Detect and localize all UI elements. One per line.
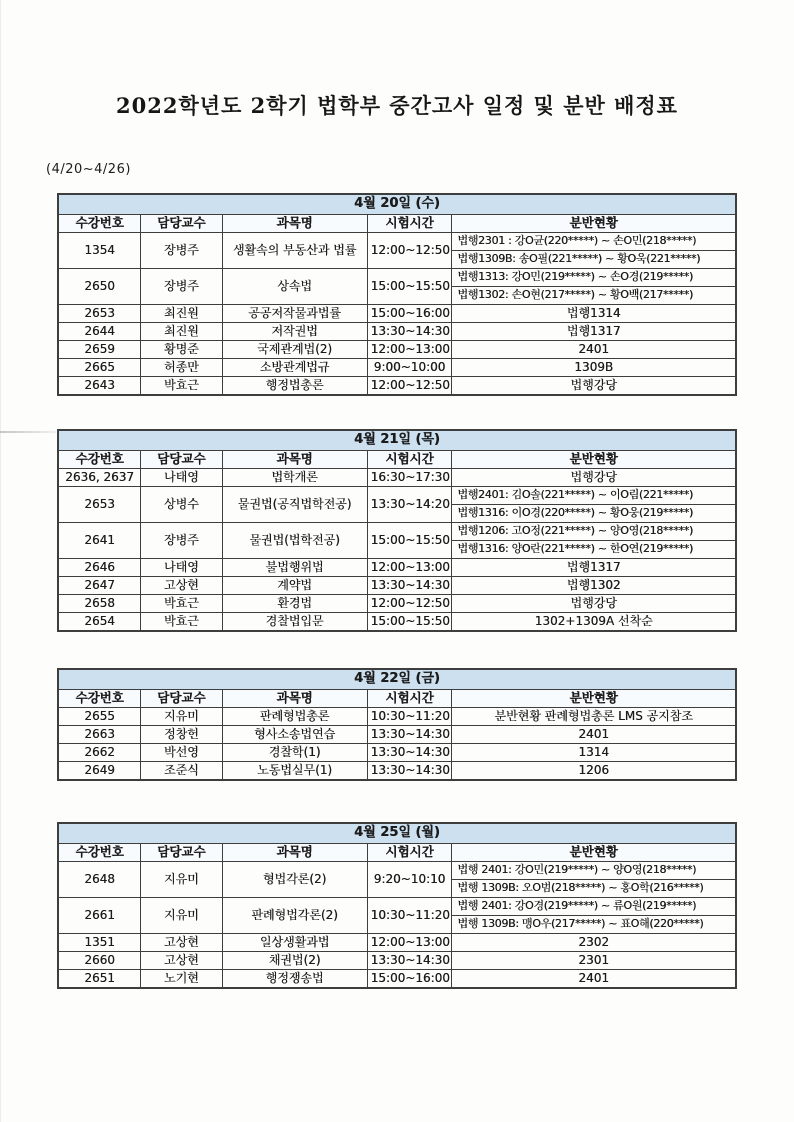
table-date-row	[58, 430, 736, 451]
course-row	[58, 708, 736, 726]
cell-time: 13:30~14:30	[367, 577, 452, 595]
table-date-title: 4월 20일 (수)	[58, 194, 736, 215]
cell-subject: 노동법실무(1)	[222, 762, 367, 781]
cell-professor: 최진원	[141, 305, 222, 323]
cell-code: 2659	[58, 341, 141, 359]
cell-assignment: 1309B	[452, 359, 736, 377]
cell-subject: 채권법(2)	[222, 952, 367, 970]
cell-time: 12:00~13:00	[367, 559, 452, 577]
column-header-assignment: 분반현황	[452, 690, 736, 708]
column-header-code: 수강번호	[58, 451, 141, 469]
cell-subject: 소방관계법규	[222, 359, 367, 377]
course-row	[58, 952, 736, 970]
cell-time: 15:00~15:50	[367, 613, 452, 632]
cell-code: 2654	[58, 613, 141, 632]
cell-code: 1351	[58, 934, 141, 952]
cell-time: 13:30~14:20	[367, 487, 452, 523]
cell-professor: 장병주	[141, 233, 222, 269]
cell-code: 2653	[58, 487, 141, 523]
course-row	[58, 595, 736, 613]
cell-professor: 조준식	[141, 762, 222, 781]
column-header-assignment: 분반현황	[452, 844, 736, 862]
cell-time: 9:20~10:10	[367, 862, 452, 898]
cell-professor: 고상현	[141, 952, 222, 970]
cell-assignment: 법행1317	[452, 559, 736, 577]
cell-code: 2662	[58, 744, 141, 762]
cell-professor: 상병수	[141, 487, 222, 523]
cell-subject: 물권법(공직법학전공)	[222, 487, 367, 523]
cell-assignment: 법행 2401: 강O경(219*****) ~ 류O원(219*****)	[452, 898, 736, 916]
column-header-professor: 담당교수	[141, 451, 222, 469]
table-header-row	[58, 451, 736, 469]
cell-subject: 형법각론(2)	[222, 862, 367, 898]
course-row	[58, 577, 736, 595]
column-header-subject: 과목명	[222, 844, 367, 862]
cell-time: 15:00~16:00	[367, 970, 452, 989]
table-date-row	[58, 669, 736, 690]
table-header-row	[58, 215, 736, 233]
cell-code: 2647	[58, 577, 141, 595]
cell-assignment: 법행강당	[452, 377, 736, 396]
course-row	[58, 233, 736, 251]
course-row	[58, 898, 736, 916]
cell-subject: 불법행위법	[222, 559, 367, 577]
cell-time: 12:00~12:50	[367, 595, 452, 613]
cell-professor: 나태영	[141, 559, 222, 577]
cell-assignment: 법행1302	[452, 577, 736, 595]
cell-professor: 나태영	[141, 469, 222, 487]
cell-time: 10:30~11:20	[367, 708, 452, 726]
schedule-table-apr21	[57, 429, 737, 632]
cell-assignment: 법행2301 : 강O균(220*****) ~ 손O민(218*****)	[452, 233, 736, 251]
column-header-time: 시험시간	[367, 215, 452, 233]
table-date-row	[58, 194, 736, 215]
course-row	[58, 862, 736, 880]
column-header-professor: 담당교수	[141, 844, 222, 862]
course-row	[58, 377, 736, 396]
cell-professor: 장병주	[141, 269, 222, 305]
cell-assignment: 법행1316: 이O경(220*****) ~ 황O웅(219*****)	[452, 505, 736, 523]
column-header-assignment: 분반현황	[452, 451, 736, 469]
course-row	[58, 726, 736, 744]
cell-subject: 생활속의 부동산과 법률	[222, 233, 367, 269]
cell-code: 2648	[58, 862, 141, 898]
cell-assignment: 법행1313: 강O민(219*****) ~ 손O경(219*****)	[452, 269, 736, 287]
cell-subject: 행정쟁송법	[222, 970, 367, 989]
cell-code: 2663	[58, 726, 141, 744]
cell-professor: 정창헌	[141, 726, 222, 744]
cell-code: 2658	[58, 595, 141, 613]
course-row	[58, 934, 736, 952]
cell-subject: 계약법	[222, 577, 367, 595]
cell-professor: 박선영	[141, 744, 222, 762]
course-row	[58, 269, 736, 287]
cell-code: 2650	[58, 269, 141, 305]
cell-professor: 노기현	[141, 970, 222, 989]
cell-professor: 박효근	[141, 613, 222, 632]
cell-assignment: 1314	[452, 744, 736, 762]
table-date-title: 4월 21일 (목)	[58, 430, 736, 451]
cell-code: 2653	[58, 305, 141, 323]
cell-time: 12:00~13:00	[367, 341, 452, 359]
column-header-code: 수강번호	[58, 844, 141, 862]
cell-assignment: 법행1309B: 송O필(221*****) ~ 황O욱(221*****)	[452, 251, 736, 269]
cell-time: 13:30~14:30	[367, 744, 452, 762]
table-date-title: 4월 25일 (월)	[58, 823, 736, 844]
table-header-row	[58, 844, 736, 862]
column-header-code: 수강번호	[58, 215, 141, 233]
cell-subject: 국제관계법(2)	[222, 341, 367, 359]
cell-code: 2636, 2637	[58, 469, 141, 487]
cell-time: 13:30~14:30	[367, 952, 452, 970]
cell-assignment: 법행 2401: 강O민(219*****) ~ 양O영(218*****)	[452, 862, 736, 880]
cell-professor: 박효근	[141, 595, 222, 613]
column-header-professor: 담당교수	[141, 215, 222, 233]
cell-subject: 일상생활과법	[222, 934, 367, 952]
date-range: (4/20~4/26)	[46, 162, 131, 177]
cell-assignment: 법행1314	[452, 305, 736, 323]
cell-assignment: 1302+1309A 선착순	[452, 613, 736, 632]
cell-professor: 지유미	[141, 862, 222, 898]
cell-subject: 법학개론	[222, 469, 367, 487]
cell-assignment: 법행강당	[452, 469, 736, 487]
cell-time: 12:00~12:50	[367, 377, 452, 396]
cell-code: 2665	[58, 359, 141, 377]
cell-code: 2655	[58, 708, 141, 726]
cell-subject: 상속법	[222, 269, 367, 305]
page-title: 2022학년도 2학기 법학부 중간고사 일정 및 분반 배정표	[116, 93, 678, 118]
course-row	[58, 559, 736, 577]
cell-code: 1354	[58, 233, 141, 269]
cell-assignment: 법행1316: 양O란(221*****) ~ 한O연(219*****)	[452, 541, 736, 559]
cell-assignment: 법행1302: 손O현(217*****) ~ 황O백(217*****)	[452, 287, 736, 305]
cell-professor: 최진원	[141, 323, 222, 341]
course-row	[58, 305, 736, 323]
cell-assignment: 2401	[452, 726, 736, 744]
cell-subject: 행정법총론	[222, 377, 367, 396]
cell-professor: 박효근	[141, 377, 222, 396]
cell-time: 13:30~14:30	[367, 323, 452, 341]
cell-subject: 판례형법각론(2)	[222, 898, 367, 934]
cell-professor: 지유미	[141, 708, 222, 726]
column-header-subject: 과목명	[222, 215, 367, 233]
cell-subject: 판례형법총론	[222, 708, 367, 726]
cell-time: 15:00~15:50	[367, 523, 452, 559]
column-header-professor: 담당교수	[141, 690, 222, 708]
column-header-time: 시험시간	[367, 451, 452, 469]
cell-assignment: 법행강당	[452, 595, 736, 613]
column-header-time: 시험시간	[367, 844, 452, 862]
cell-assignment: 2301	[452, 952, 736, 970]
cell-subject: 물권법(법학전공)	[222, 523, 367, 559]
cell-time: 13:30~14:30	[367, 726, 452, 744]
cell-assignment: 법행 1309B: 오O범(218*****) ~ 홍O학(216*****)	[452, 880, 736, 898]
course-row	[58, 323, 736, 341]
cell-professor: 허종만	[141, 359, 222, 377]
course-row	[58, 341, 736, 359]
cell-assignment: 법행2401: 김O솔(221*****) ~ 이O림(221*****)	[452, 487, 736, 505]
column-header-code: 수강번호	[58, 690, 141, 708]
column-header-assignment: 분반현황	[452, 215, 736, 233]
cell-time: 10:30~11:20	[367, 898, 452, 934]
cell-assignment: 분반현황 판례형법총론 LMS 공지참조	[452, 708, 736, 726]
cell-professor: 장병주	[141, 523, 222, 559]
cell-professor: 지유미	[141, 898, 222, 934]
column-header-subject: 과목명	[222, 690, 367, 708]
cell-code: 2643	[58, 377, 141, 396]
cell-time: 12:00~12:50	[367, 233, 452, 269]
cell-code: 2649	[58, 762, 141, 781]
cell-professor: 고상현	[141, 934, 222, 952]
cell-assignment: 2401	[452, 341, 736, 359]
course-row	[58, 487, 736, 505]
cell-code: 2646	[58, 559, 141, 577]
table-header-row	[58, 690, 736, 708]
cell-assignment: 2401	[452, 970, 736, 989]
cell-assignment: 2302	[452, 934, 736, 952]
cell-subject: 공공저작물과법률	[222, 305, 367, 323]
column-header-subject: 과목명	[222, 451, 367, 469]
scan-artifact-dash	[0, 431, 56, 433]
cell-subject: 저작권법	[222, 323, 367, 341]
course-row	[58, 359, 736, 377]
course-row	[58, 523, 736, 541]
cell-assignment: 법행1317	[452, 323, 736, 341]
cell-code: 2660	[58, 952, 141, 970]
cell-subject: 형사소송법연습	[222, 726, 367, 744]
cell-code: 2651	[58, 970, 141, 989]
course-row	[58, 762, 736, 781]
course-row	[58, 469, 736, 487]
table-date-title: 4월 22일 (금)	[58, 669, 736, 690]
cell-time: 12:00~13:00	[367, 934, 452, 952]
cell-assignment: 법행1206: 고O정(221*****) ~ 양O영(218*****)	[452, 523, 736, 541]
schedule-table-apr25	[57, 822, 737, 989]
cell-subject: 경찰법입문	[222, 613, 367, 632]
schedule-table-apr20	[57, 193, 737, 396]
cell-code: 2644	[58, 323, 141, 341]
cell-professor: 황명준	[141, 341, 222, 359]
schedule-table-apr22	[57, 668, 737, 781]
cell-assignment: 법행 1309B: 맹O우(217*****) ~ 표O해(220*****)	[452, 916, 736, 934]
cell-assignment: 1206	[452, 762, 736, 781]
cell-time: 13:30~14:30	[367, 762, 452, 781]
cell-time: 16:30~17:30	[367, 469, 452, 487]
cell-subject: 환경법	[222, 595, 367, 613]
table-date-row	[58, 823, 736, 844]
column-header-time: 시험시간	[367, 690, 452, 708]
cell-time: 15:00~15:50	[367, 269, 452, 305]
cell-subject: 경찰학(1)	[222, 744, 367, 762]
cell-professor: 고상현	[141, 577, 222, 595]
course-row	[58, 744, 736, 762]
scan-artifact-edge	[0, 0, 1, 1122]
course-row	[58, 613, 736, 632]
cell-code: 2641	[58, 523, 141, 559]
cell-code: 2661	[58, 898, 141, 934]
cell-time: 9:00~10:00	[367, 359, 452, 377]
cell-time: 15:00~16:00	[367, 305, 452, 323]
tables-container	[57, 193, 737, 989]
course-row	[58, 970, 736, 989]
